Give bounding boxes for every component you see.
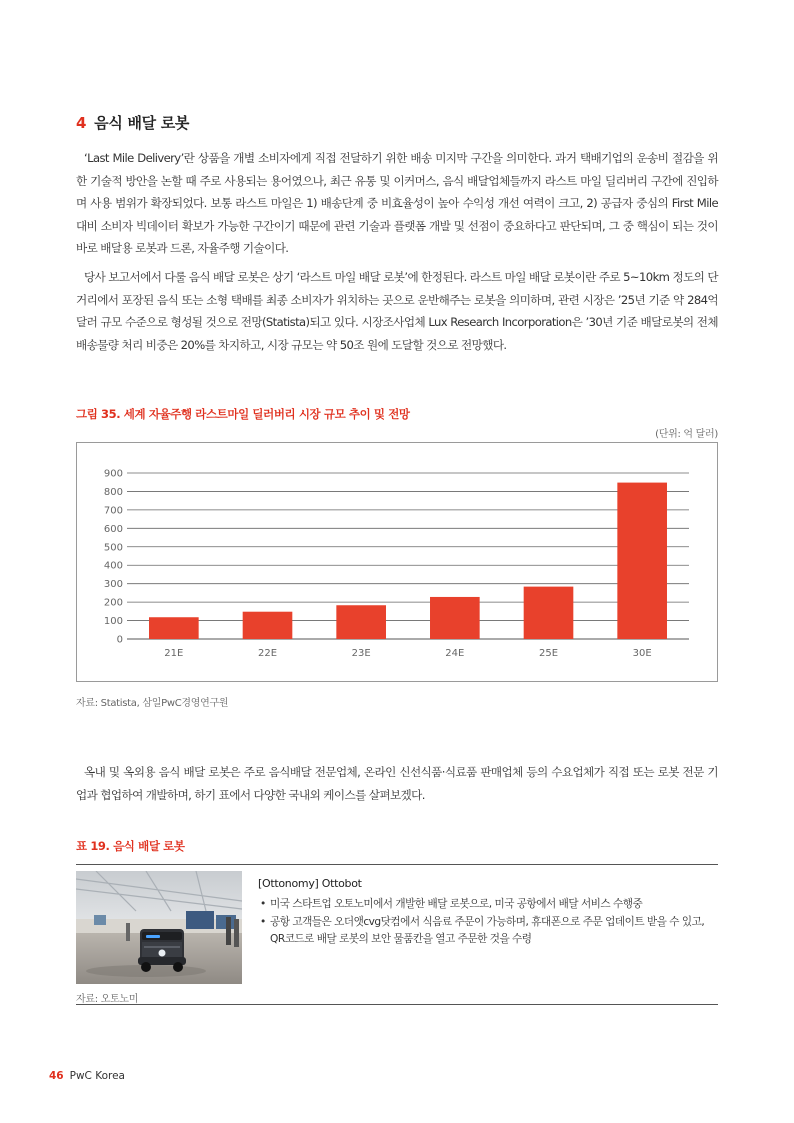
x-tick-label: 21E	[164, 648, 184, 659]
page-number: 46	[49, 1070, 64, 1082]
bar-24E	[430, 597, 480, 639]
section-number: 4	[76, 114, 87, 132]
section-heading	[76, 112, 189, 133]
figure-unit: (단위: 억 달러)	[655, 429, 718, 440]
case-bullet-2: • 공항 고객들은 오더앳cvg닷컴에서 식음료 주문이 가능하며, 휴대폰으로 주문 업데이트 받을 수 있고, QR코드로 배달 로봇의 보안 물품칸을 열고 주문한 것을 수령	[258, 914, 718, 949]
body-paragraph-3: 옥내 및 옥외용 음식 배달 로봇은 주로 음식배달 전문업체, 온라인 신선식품·식료품 판매업체 등의 수요업체가 직접 또는 로봇 전문 기업과 협업하여 개발하며, 하기 표에서 다양한 국내외 케이스를 살펴보겠다.	[76, 765, 718, 802]
y-tick-label: 300	[103, 579, 123, 591]
table-bottom-rule	[76, 1004, 718, 1005]
y-tick-label: 900	[103, 468, 123, 480]
y-tick-label: 500	[103, 542, 123, 554]
y-tick-label: 400	[103, 560, 123, 572]
case-title: [Ottonomy] Ottobot	[258, 877, 362, 890]
x-tick-label: 22E	[257, 648, 278, 659]
section-title: 음식 배달 로봇	[94, 114, 190, 132]
bar-25E	[524, 587, 574, 639]
x-tick-label: 25E	[538, 648, 559, 659]
figure-caption: 그림 35. 세계 자율주행 라스트마일 딜러버리 시장 규모 추이 및 전망	[76, 407, 410, 421]
bar-30E	[617, 483, 667, 639]
ottobot-robot-photo	[76, 871, 242, 984]
y-tick-label: 800	[103, 486, 123, 498]
body-paragraph-1: ‘Last Mile Delivery’란 상품을 개별 소비자에게 직접 전달하기 위한 배송 미지막 구간을 의미한다. 과거 택배기업의 운송비 절감을 위한 기술적 방안을 논할 때 주로 사용되는 용어였으나, 최근 유통 및 이커머스, 음식 배달업체들까지 라스트 마일 딜리버리 구간에 진입하며 사용 범위가 확장되었다. 보통 라스트 마일은 1) 배송단계 중 비효율성이 높아 수익성 개선 여력이 크고, 2) 공급자 중심의 First Mile 대비 소비자 빅데이터 확보가 가능한 구간이기 때문에 관련 기술과 플랫폼 개발 및 선점이 중요하다고 판단되며, 그 중 핵심이 되는 것이 바로 배달용 로봇과 드론, 자율주행 기술이다.	[76, 151, 718, 255]
body-paragraph-2: 당사 보고서에서 다룰 음식 배달 로봇은 상기 ‘라스트 마일 배달 로봇’에 한정된다. 라스트 마일 배달 로봇이란 주로 5~10km 정도의 단거리에서 포장된 음식 또는 소형 택배를 최종 소비자가 위치하는 곳으로 운반해주는 로봇을 의미하며, 관련 시장은 ’25년 기준 약 284억 달러 규모 수준으로 형성될 것으로 전망(Statista)되고 있다. 시장조사업체 Lux Research Incorporation은 ’30년 기준 배달로봇의 전체 배송물량 처리 비중은 20%를 차지하고, 시장 규모는 약 50조 원에 도달할 것으로 전망했다.	[76, 270, 718, 352]
y-tick-label: 0	[116, 634, 123, 646]
case-bullet-1: • 미국 스타트업 오토노미에서 개발한 배달 로봇으로, 미국 공항에서 배달 서비스 수행중	[258, 896, 718, 914]
y-tick-label: 600	[103, 523, 123, 535]
table-source: 자료: 오토노미	[76, 994, 139, 1005]
y-tick-label: 700	[103, 505, 123, 517]
bar-chart-svg	[77, 443, 717, 681]
table-top-rule	[76, 864, 718, 865]
bar-22E	[243, 612, 293, 639]
y-tick-label: 200	[103, 597, 123, 609]
bar-chart	[76, 442, 718, 682]
x-tick-label: 24E	[445, 648, 465, 659]
bar-21E	[149, 617, 199, 639]
figure-source: 자료: Statista, 삼일PwC경영연구원	[76, 698, 229, 709]
x-tick-label: 23E	[351, 648, 371, 659]
table-caption: 표 19. 음식 배달 로봇	[76, 839, 185, 853]
y-tick-label: 100	[103, 616, 123, 628]
x-tick-label: 30E	[632, 648, 652, 659]
page-footer	[49, 1070, 125, 1082]
bar-23E	[336, 605, 386, 639]
footer-brand: PwC Korea	[69, 1070, 125, 1082]
case-bullet-list	[258, 896, 718, 949]
